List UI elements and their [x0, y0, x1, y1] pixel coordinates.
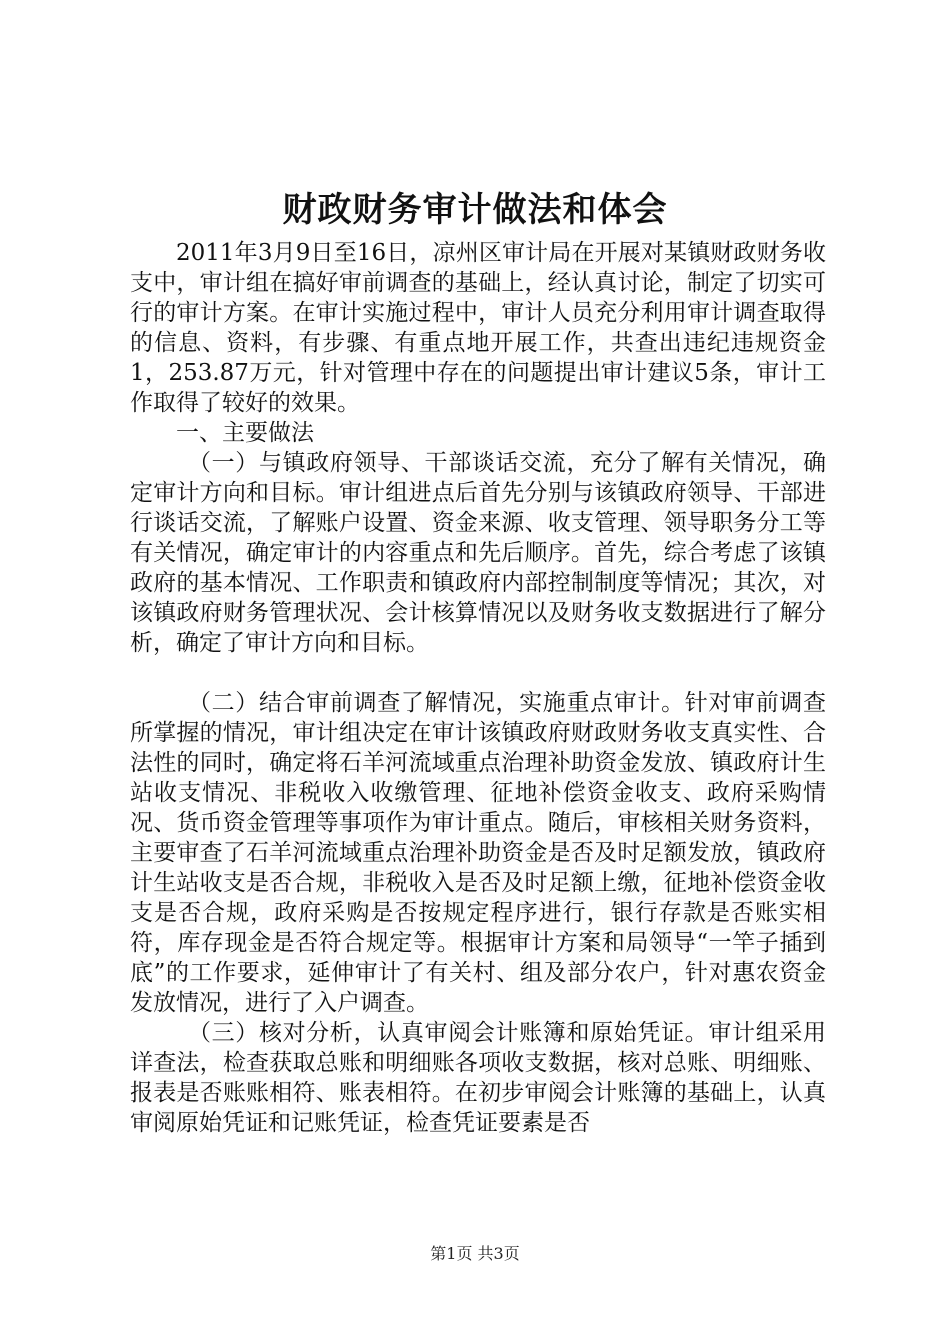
- intro-paragraph: 2011年3月9日至16日，凉州区审计局在开展对某镇财政财务收支中，审计组在搞好审前调查的基础上，经认真讨论，制定了切实可行的审计方案。在审计实施过程中，审计人员充分利用审计调查取得的信息、资料，有步骤、有重点地开展工作，共查出违纪违规资金1，253.87万元，针对管理中存在的问题提出审计建议5条，审计工作取得了较好的效果。: [130, 240, 826, 416]
- paragraph-gap: [130, 658, 826, 688]
- document-body: [130, 238, 826, 1138]
- section-heading-main-methods: 一、主要做法: [176, 420, 314, 446]
- paragraph-point-3: （三）核对分析，认真审阅会计账簿和原始凭证。审计组采用详查法，检查获取总账和明细账各项收支数据，核对总账、明细账、报表是否账账相符、账表相符。在初步审阅会计账簿的基础上，认真审阅原始凭证和记账凭证，检查凭证要素是否: [130, 1020, 826, 1136]
- page-footer: 第1页 共3页: [430, 1244, 520, 1263]
- paragraph-point-2: （二）结合审前调查了解情况，实施重点审计。针对审前调查所掌握的情况，审计组决定在审计该镇政府财政财务收支真实性、合法性的同时，确定将石羊河流域重点治理补助资金发放、镇政府计生站收支情况、非税收入收缴管理、征地补偿资金收支、政府采购情况、货币资金管理等事项作为审计重点。随后，审核相关财务资料，主要审查了石羊河流域重点治理补助资金是否及时足额发放，镇政府计生站收支是否合规，非税收入是否及时足额上缴，征地补偿资金收支是否合规，政府采购是否按规定程序进行，银行存款是否账实相符，库存现金是否符合规定等。根据审计方案和局领导“一竿子插到底”的工作要求，延伸审计了有关村、组及部分农户，针对惠农资金发放情况，进行了入户调查。: [130, 690, 826, 1016]
- paragraph-point-1: （一）与镇政府领导、干部谈话交流，充分了解有关情况，确定审计方向和目标。审计组进点后首先分别与该镇政府领导、干部进行谈话交流，了解账户设置、资金来源、收支管理、领导职务分工等有关情况，确定审计的内容重点和先后顺序。首先，综合考虑了该镇政府的基本情况、工作职责和镇政府内部控制制度等情况；其次，对该镇政府财务管理状况、会计核算情况以及财务收支数据进行了解分析，确定了审计方向和目标。: [130, 450, 826, 656]
- document-title: 财政财务审计做法和体会: [282, 190, 668, 230]
